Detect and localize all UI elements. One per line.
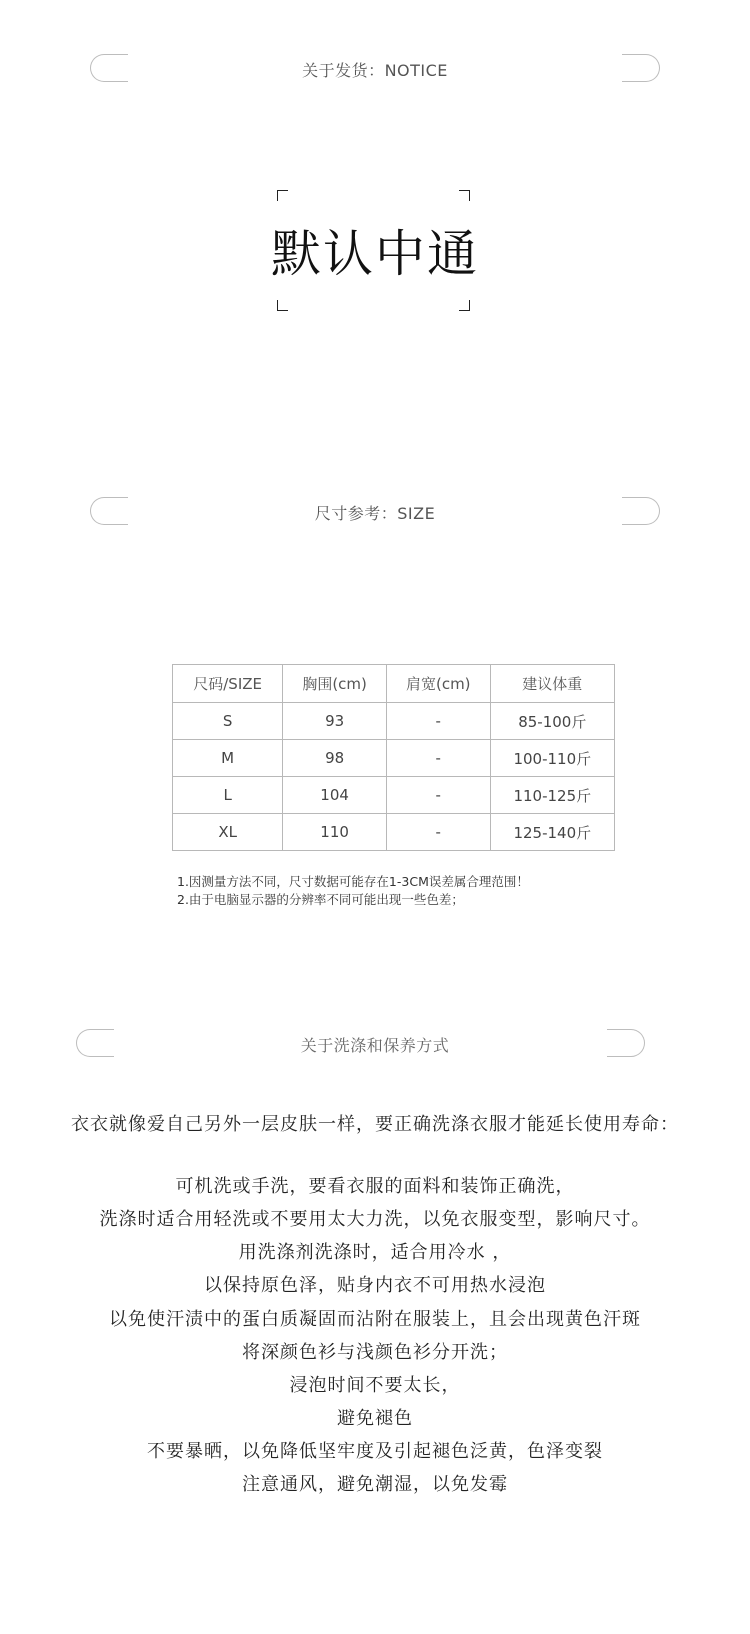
cell-chest: 93 bbox=[283, 703, 387, 740]
header-size: 尺码/SIZE bbox=[173, 665, 283, 703]
table-row bbox=[173, 777, 615, 814]
table-row bbox=[173, 703, 615, 740]
corner-bottom-right bbox=[459, 300, 470, 311]
notice-title: 关于发货：NOTICE bbox=[302, 61, 448, 80]
corner-bottom-left bbox=[277, 300, 288, 311]
care-line: 浸泡时间不要太长， bbox=[289, 1375, 461, 1396]
table-header-row bbox=[173, 665, 615, 703]
cell-chest: 110 bbox=[283, 814, 387, 851]
size-note-1: 1.因测量方法不同，尺寸数据可能存在1-3CM误差属合理范围！ bbox=[177, 874, 529, 889]
care-line: 不要暴晒，以免降低坚牢度及引起褪色泛黄，色泽变裂 bbox=[147, 1441, 603, 1462]
cell-chest: 104 bbox=[283, 777, 387, 814]
shipping-headline: 默认中通 bbox=[271, 225, 479, 283]
care-line: 将深颜色衫与浅颜色衫分开洗； bbox=[242, 1342, 508, 1363]
size-title: 尺寸参考：SIZE bbox=[314, 504, 436, 523]
header-weight: 建议体重 bbox=[490, 665, 614, 703]
care-line: 用洗涤剂洗涤时，适合用冷水 ， bbox=[238, 1242, 512, 1263]
header-shoulder: 肩宽(cm) bbox=[386, 665, 490, 703]
cell-size: L bbox=[173, 777, 283, 814]
cell-shoulder: - bbox=[386, 814, 490, 851]
care-title: 关于洗涤和保养方式 bbox=[300, 1036, 450, 1055]
cell-chest: 98 bbox=[283, 740, 387, 777]
cell-shoulder: - bbox=[386, 777, 490, 814]
table-row bbox=[173, 814, 615, 851]
cell-shoulder: - bbox=[386, 740, 490, 777]
care-line: 以免使汗渍中的蛋白质凝固而沾附在服装上，且会出现黄色汗斑 bbox=[109, 1309, 641, 1330]
cell-size: XL bbox=[173, 814, 283, 851]
table-row bbox=[173, 740, 615, 777]
size-bracket-right bbox=[622, 497, 660, 525]
care-intro: 衣衣就像爱自己另外一层皮肤一样，要正确洗涤衣服才能延长使用寿命： bbox=[71, 1114, 679, 1135]
cell-shoulder: - bbox=[386, 703, 490, 740]
cell-size: S bbox=[173, 703, 283, 740]
care-line: 避免褪色 bbox=[337, 1408, 413, 1429]
header-chest: 胸围(cm) bbox=[283, 665, 387, 703]
care-line: 注意通风，避免潮湿，以免发霉 bbox=[242, 1474, 508, 1495]
size-note-2: 2.由于电脑显示器的分辨率不同可能出现一些色差； bbox=[177, 892, 464, 907]
cell-weight: 110-125斤 bbox=[490, 777, 614, 814]
care-bracket-right bbox=[607, 1029, 645, 1057]
cell-weight: 100-110斤 bbox=[490, 740, 614, 777]
care-line: 以保持原色泽，贴身内衣不可用热水浸泡 bbox=[204, 1275, 546, 1296]
notice-bracket-right bbox=[622, 54, 660, 82]
cell-weight: 125-140斤 bbox=[490, 814, 614, 851]
size-table bbox=[172, 664, 615, 851]
corner-top-right bbox=[459, 190, 470, 201]
care-line: 洗涤时适合用轻洗或不要用太大力洗，以免衣服变型，影响尺寸。 bbox=[99, 1209, 651, 1230]
cell-size: M bbox=[173, 740, 283, 777]
corner-top-left bbox=[277, 190, 288, 201]
care-line: 可机洗或手洗，要看衣服的面料和装饰正确洗， bbox=[175, 1176, 575, 1197]
cell-weight: 85-100斤 bbox=[490, 703, 614, 740]
